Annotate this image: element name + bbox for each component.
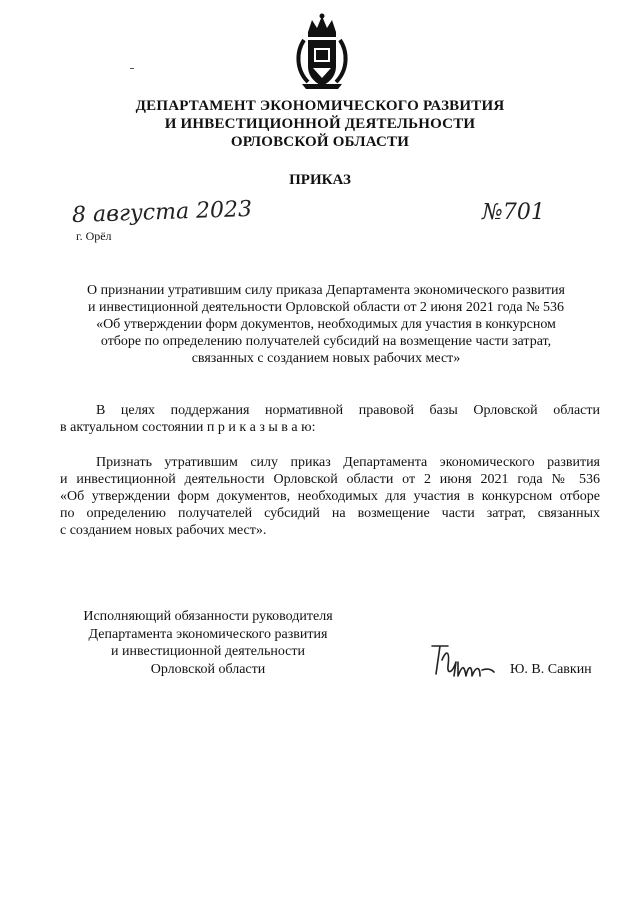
handwritten-number: №701: [482, 200, 545, 225]
preamble-line: в актуальном состоянии п р и к а з ы в а ю:: [60, 420, 316, 435]
position-line: Департамента экономического развития: [88, 626, 328, 642]
order-line: «Об утверждении форм документов, необходимых для участия в конкурсном отборе: [60, 489, 600, 504]
org-name-line1: ДЕПАРТАМЕНТ ЭКОНОМИЧЕСКОГО РАЗВИТИЯ: [135, 98, 505, 114]
order-line: по определению получателей субсидий на возмещение части затрат, связанных: [60, 506, 600, 521]
order-paragraph: [60, 454, 600, 539]
subject-line: отборе по определению получателей субсидий на возмещение части затрат,: [100, 334, 552, 349]
signatory-name: Ю. В. Савкин: [510, 662, 592, 677]
city-label: г. Орёл: [76, 229, 112, 243]
subject-line: «Об утверждении форм документов, необходимых для участия в конкурсном: [96, 317, 556, 332]
position-line: Орловской области: [150, 661, 266, 677]
order-subject: [52, 282, 600, 367]
preamble-paragraph: [60, 402, 600, 436]
doc-type-title: ПРИКАЗ: [289, 172, 351, 188]
order-line: с созданием новых рабочих мест».: [60, 523, 267, 538]
subject-line: О признании утратившим силу приказа Департамента экономического развития: [87, 283, 565, 298]
handwritten-signature: [428, 636, 500, 684]
signatory-position: [52, 608, 364, 678]
subject-line: и инвестиционной деятельности Орловской области от 2 июня 2021 года № 536: [87, 300, 565, 315]
order-line: и инвестиционной деятельности Орловской области от 2 июня 2021 года № 536: [60, 472, 600, 487]
org-name-line3: ОРЛОВСКОЙ ОБЛАСТИ: [230, 134, 410, 150]
subject-line: связанных с созданием новых рабочих мест»: [191, 351, 461, 366]
org-name-line2: И ИНВЕСТИЦИОННОЙ ДЕЯТЕЛЬНОСТИ: [164, 116, 476, 132]
position-line: Исполняющий обязанности руководителя: [83, 609, 333, 624]
position-line: и инвестиционной деятельности: [111, 644, 305, 659]
handwritten-date: 8 августа 2023: [71, 196, 253, 229]
preamble-line: В целях поддержания нормативной правовой базы Орловской области: [96, 403, 600, 418]
scan-speck: [130, 68, 134, 69]
coat-of-arms-icon: [294, 12, 350, 90]
order-line: Признать утратившим силу приказ Департамента экономического развития: [96, 455, 600, 470]
